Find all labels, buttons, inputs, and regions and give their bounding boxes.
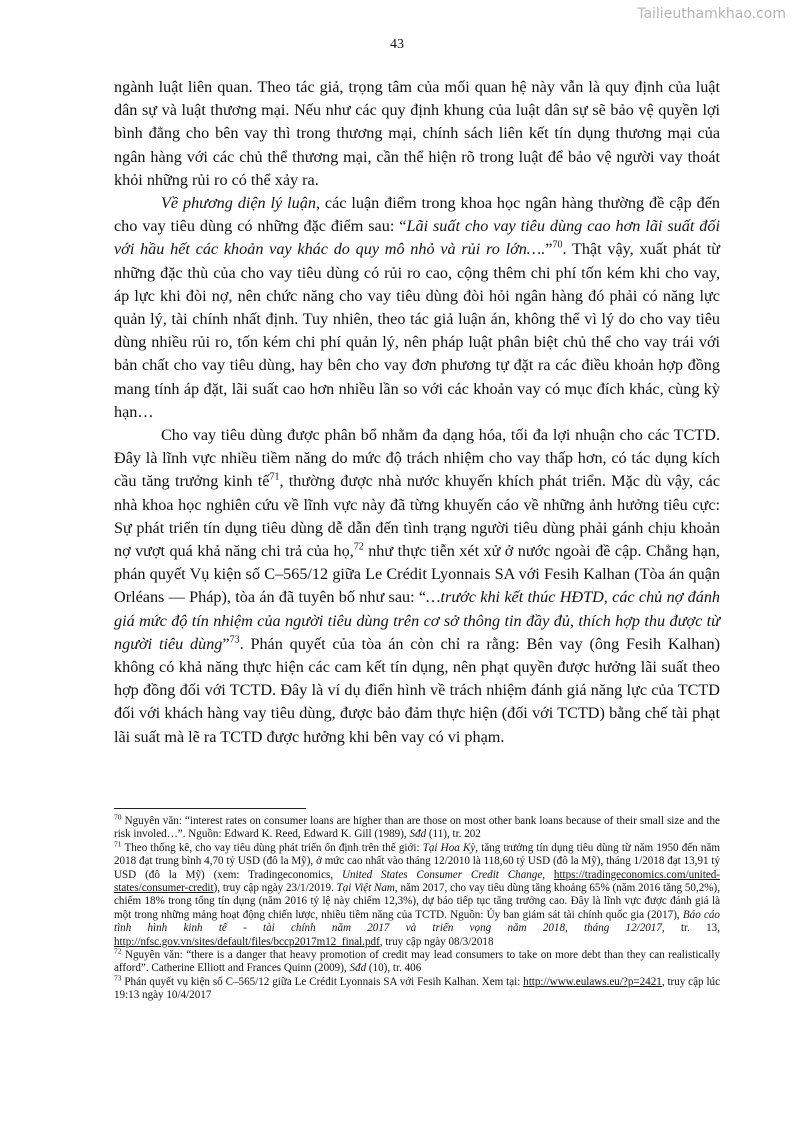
body-text (114, 76, 720, 749)
page-number: 43 (390, 37, 404, 52)
watermark: Tailieuthamkhao.com (637, 6, 786, 22)
footnote-separator (114, 808, 306, 809)
footnote-number: 72 (114, 946, 122, 956)
footnote-italic: United States Consumer Credit Change, (341, 868, 546, 881)
paragraph-3-text-a: Cho vay tiêu dùng được phân bổ nhằm đa dạng hóa, tối đa lợi nhuận cho các TCTD. Đây là lĩnh vực nhiều tiềm năng do mức độ trách nhiệm cho vay thấp hơn, có tác dụng kích cầu tăng trưởng kinh tế (114, 426, 720, 491)
footnote-text: Nguyên văn: “interest rates on consumer loans are higher than are those on most other bank loans because of their small size and the risk involed…”. Nguồn: Edward K. Reed, Edward K. Gill (1989), (114, 815, 720, 841)
footnote-link[interactable]: http://nfsc.gov.vn/sites/default/files/bccp2017m12_final.pdf (114, 935, 380, 948)
footnote-ref-sdd: Sđd (349, 962, 367, 975)
footnote-ref-73[interactable]: 73 (229, 634, 240, 646)
footnote-italic: Tại Hoa Kỳ (422, 841, 476, 854)
footnote-72 (114, 946, 720, 976)
footnote-text: , truy cập ngày 08/3/2018 (379, 935, 494, 948)
footnote-ref-70[interactable]: 70 (552, 240, 563, 252)
footnote-73 (114, 973, 720, 1003)
paragraph-2-lead: Về phương diện lý luận (161, 194, 316, 213)
footnote-tail: , truy cập lúc 19:13 ngày 10/4/2017 (114, 975, 720, 1002)
footnote-text: Theo thống kê, cho vay tiêu dùng phát triển ổn định trên thế giới: (121, 841, 423, 854)
footnote-number: 73 (114, 973, 122, 983)
paragraph-2-text-a: , các luận điểm trong khoa học ngân hàng thường đề cập đến cho vay tiêu dùng có những đặc điểm sau: “ (114, 194, 720, 236)
footnote-71 (114, 839, 721, 949)
paragraph-1: ngành luật liên quan. Theo tác giả, trọng tâm của mối quan hệ này vẫn là quy định của luật dân sự và luật thương mại. Nếu như các quy định khung của luật dân sự sẽ bảo vệ quyền lợi bình đẳng cho bên vay thì trong thương mại, chính sách liên kết tín dụng thương mại của ngân hàng với các chủ thể thương mại, cần thể hiện rõ trong luật để bảo vệ người vay thoát khỏi những rủi ro có thể xảy ra. (114, 78, 720, 189)
paragraph-3-text-c: như thực tiễn xét xử ở nước ngoài đề cập. Chẳng hạn, phán quyết Vụ kiện số C–565/12 giữa Le Crédit Lyonnais SA với Fesih Kalhan (Tòa án quận Orléans — Pháp), tòa án đã tuyên bố như sau: “ (114, 542, 720, 607)
footnote-70 (114, 812, 720, 842)
footnote-number: 70 (114, 812, 122, 822)
footnote-ref-71[interactable]: 71 (269, 472, 280, 484)
paragraph-2 (114, 192, 720, 424)
paragraph-3-text-d: ” (222, 634, 230, 653)
footnote-link[interactable]: http://www.eulaws.eu/?p=2421 (523, 975, 662, 988)
footnote-tail: (11), tr. 202 (426, 828, 481, 841)
footnote-text: , tăng trưởng tín dụng tiêu dùng từ năm 1950 đến năm 2018 đạt trung bình 4,70 tỷ USD (đô la Mỹ), ở mức cao nhất vào tháng 12/2010 là 118,60 tỷ USD (đô la Mỹ), tháng 1/2018 đạt 13,91 tỷ USD (đô la Mỹ) (xem: Tradingeconomics, (114, 841, 721, 881)
footnotes (114, 812, 721, 1003)
footnote-text: Phán quyết vụ kiện số C–565/12 giữa Le Crédit Lyonnais SA với Fesih Kalhan. Xem tại: (121, 975, 524, 988)
paragraph-2-text-c: . Thật vậy, xuất phát từ những đặc thù của cho vay tiêu dùng có rủi ro cao, cộng thêm chi phí tốn kém khi cho vay, áp lực khi đòi nợ, nên chức năng cho vay tiêu dùng đòi hỏi ngân hàng đó phải có năng lực quản lý, tài chính nhất định. Tuy nhiên, theo tác giả luận án, không thể vì lý do cho vay tiêu dùng nhiều rủi ro, tốn kém chi phí quản lý, nên pháp luật phân biệt chủ thể cho vay trái với bản chất cho vay tiêu dùng, hay bên cho vay đơn phương tự đặt ra các điều khoản hợp đồng mang tính áp đặt, lãi suất cao hơn nhiều lần so với các khoản vay có mục đích khác, cùng kỳ hạn… (114, 240, 721, 421)
footnote-text: ), truy cập ngày 23/1/2019. (213, 882, 337, 895)
footnote-ref-72[interactable]: 72 (353, 541, 364, 553)
footnote-italic: Tại Việt Nam (336, 882, 395, 895)
footnote-text: Nguyên văn: “there is a danger that heavy promotion of credit may lead consumers to take on more debt than they can realistically afford”. Catherine Elliott and Frances Quinn (2009), (114, 949, 720, 975)
paragraph-2-text-b: ” (545, 240, 553, 259)
paragraph-2-quote: Lãi suất cho vay tiêu dùng cao hơn lãi suất đối với hầu hết các khoản vay khác do quy mô nhỏ và rủi ro lớn…. (114, 217, 720, 259)
paragraph-3-quote: …trước khi kết thúc HĐTD, các chủ nợ đánh giá mức độ tín nhiệm của người tiêu dùng trên cơ sở thông tin đầy đủ, thích hợp thu được từ người tiêu dùng (114, 588, 721, 653)
footnote-text: , năm 2017, cho vay tiêu dùng tăng khoảng 65% (năm 2016 tăng 50,2%), chiếm 18% trong tổng tín dụng (năm 2016 tỷ lệ này chiếm 12,3%), dự báo tiếp tục tăng trưởng cao. Đây là lĩnh vực được đánh giá là một trong những mảng hoạt động chiến lược, nhiều tiềm năng của TCTD. Nguồn: Ủy ban giám sát tài chính quốc gia (2017), (114, 882, 720, 921)
footnote-link[interactable]: https://tradingeconomics.com/united-states/consumer-credit (114, 868, 720, 895)
footnote-tail: (10), tr. 406 (366, 962, 422, 975)
footnote-ref-sdd: Sđd (409, 828, 427, 841)
paragraph-3-text-e: . Phán quyết của tòa án còn chỉ ra rằng: Bên vay (ông Fesih Kalhan) không có khả năng thực hiện các cam kết tín dụng, nên phạt quyền được hưởng lãi suất theo hợp đồng đối với TCTD. Đây là ví dụ điển hình về trách nhiệm đánh giá năng lực của TCTD đối với khách hàng vay tiêu dùng, được bảo đảm thực hiện (đối với TCTD) bằng chế tài phạt lãi suất mà lẽ ra TCTD được hưởng khi bên vay có vi phạm. (114, 634, 720, 746)
footnote-italic: Báo cáo tình hình kinh tế - tài chính năm 2017 và triển vọng năm 2018, tháng 12/2017, (114, 908, 720, 935)
paragraph-3 (114, 424, 720, 749)
footnote-number: 71 (114, 839, 122, 849)
footnote-text: tr. 13, (664, 922, 720, 935)
paragraph-3-text-b: , thường được nhà nước khuyến khích phát triển. Mặc dù vậy, các nhà khoa học nghiên cứu về lĩnh vực này đã từng khuyến cáo về những ảnh hưởng tiêu cực: Sự phát triển tín dụng tiêu dùng dễ dẫn đến tình trạng người tiêu dùng phải gánh chịu khoản nợ vượt quá khả năng chi trả của họ, (114, 472, 721, 561)
